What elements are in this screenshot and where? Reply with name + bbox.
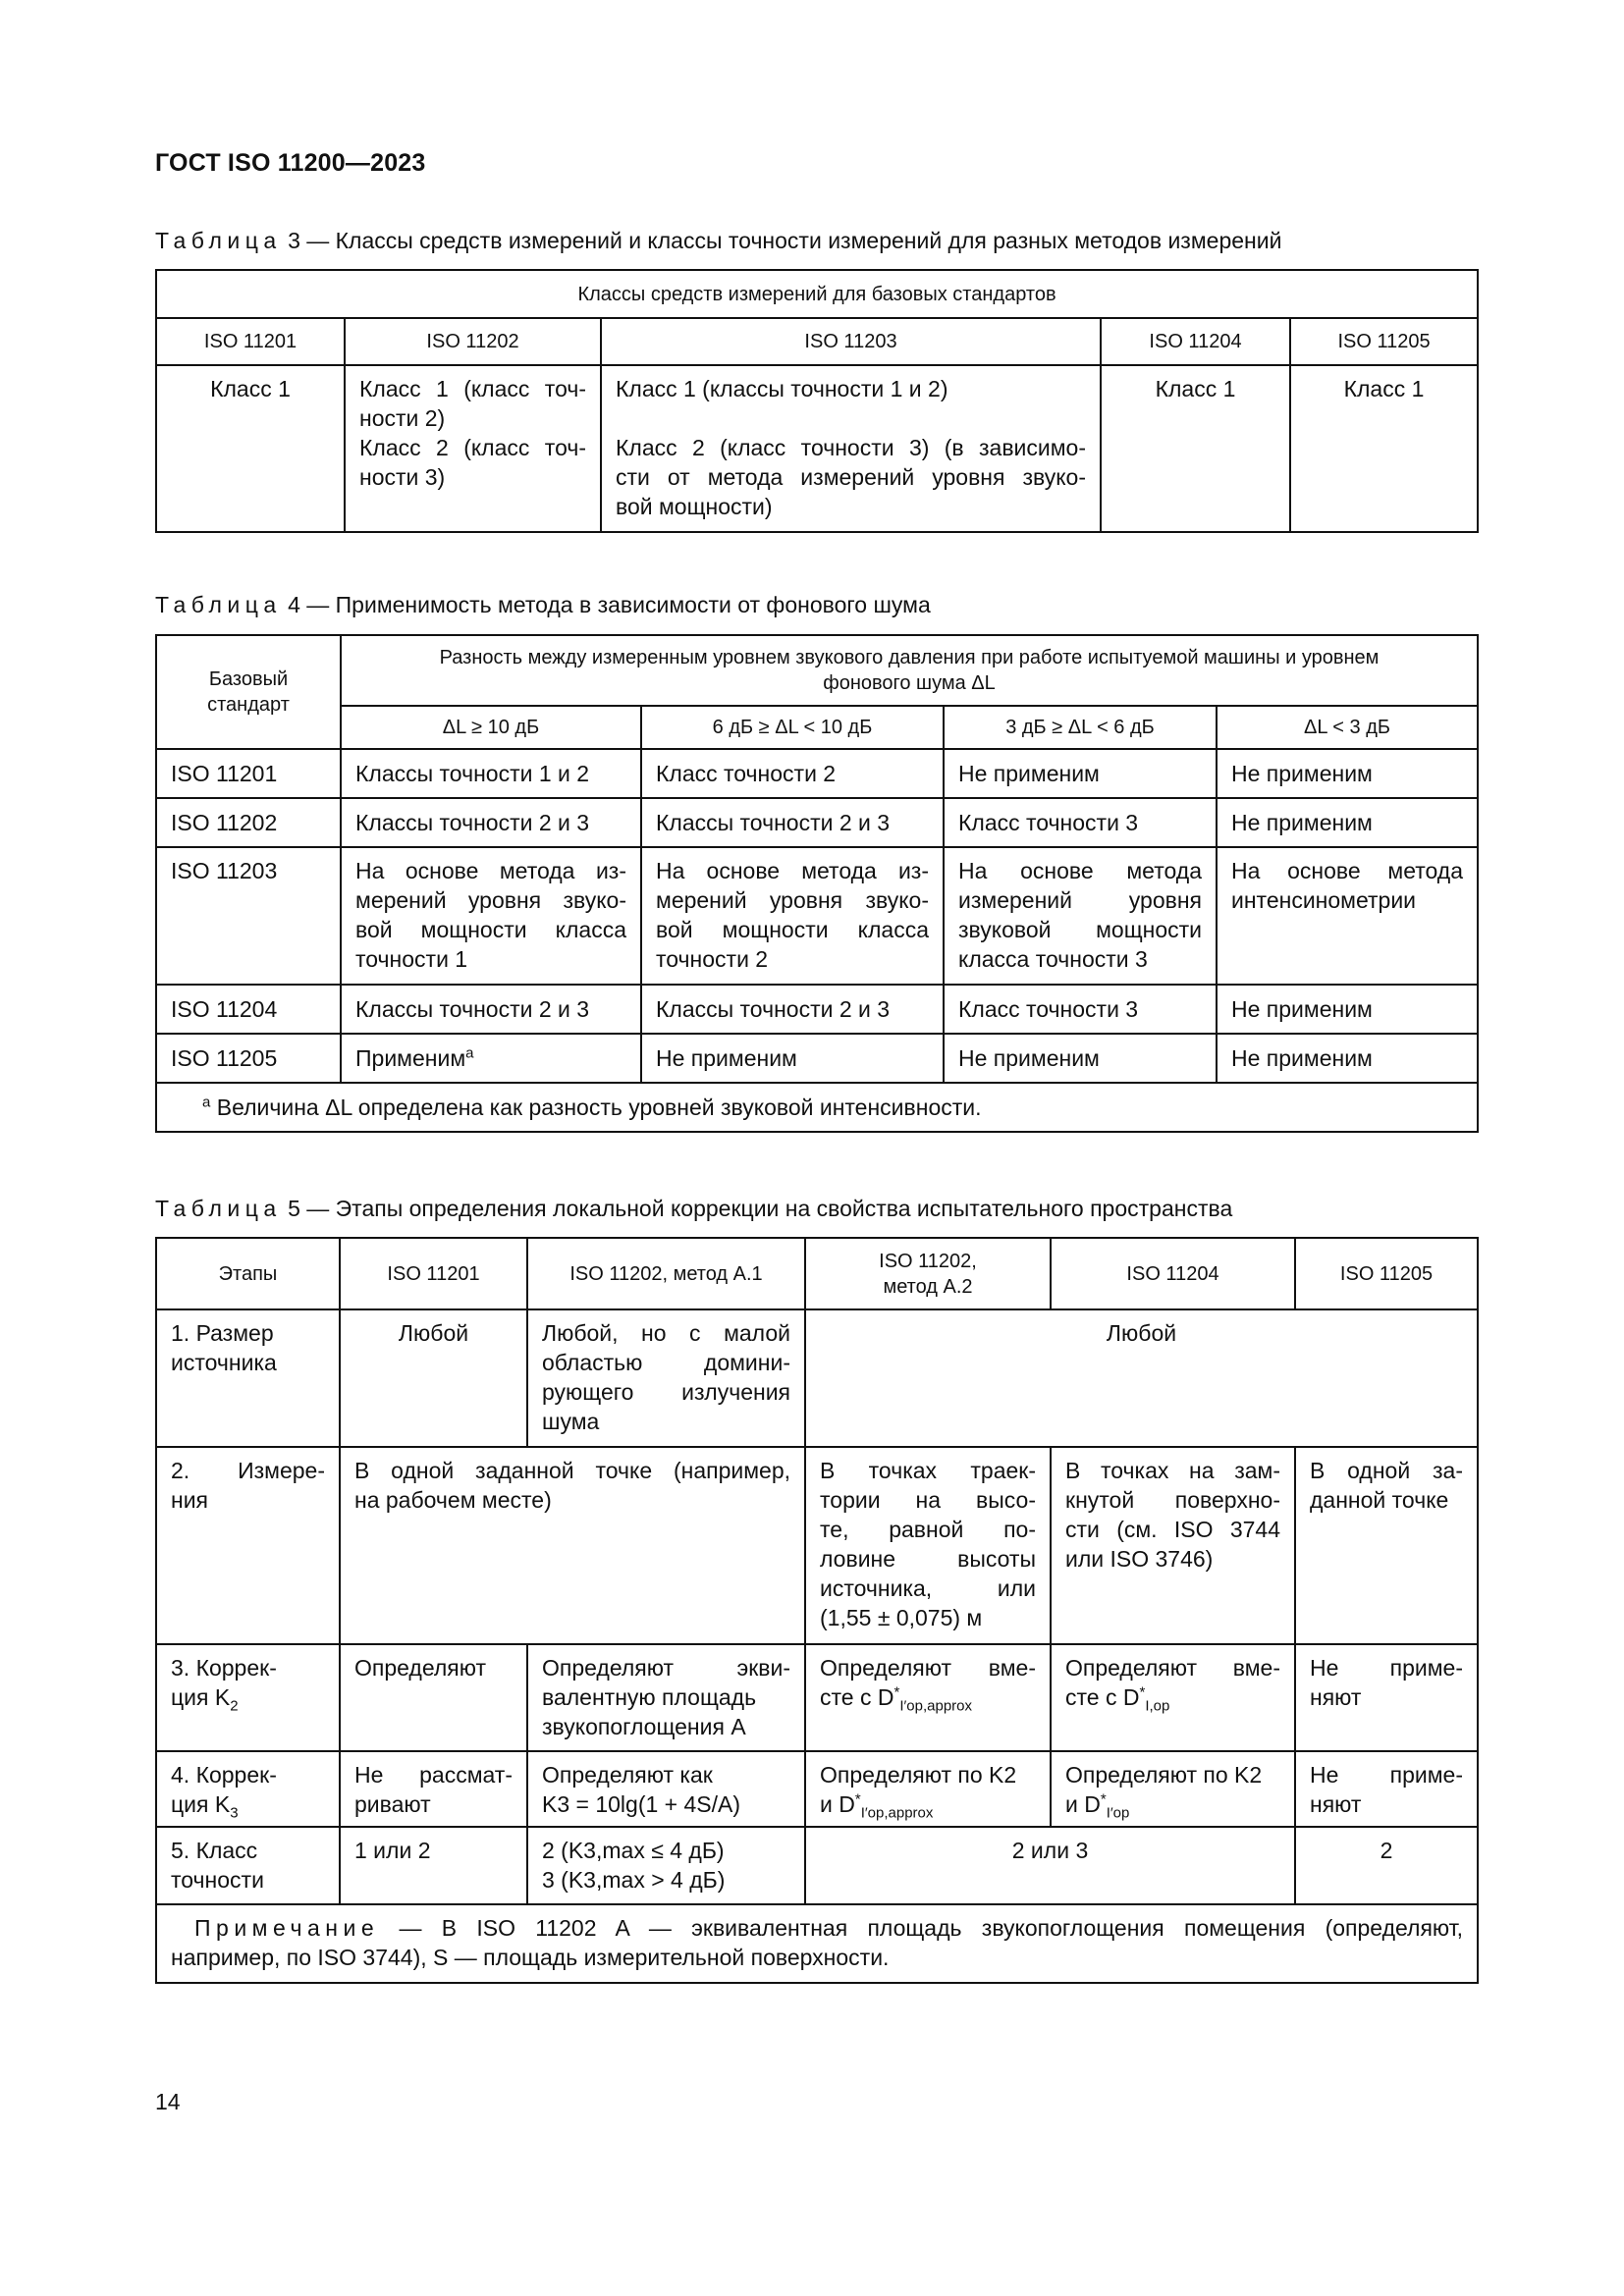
table5-cell: Определяют вме- сте с $D^*_{I'op,approx}$ xyxy=(805,1644,1051,1751)
table4-cell: Класс точности 3 xyxy=(944,798,1217,847)
table4-range-header: 3 дБ ≥ ΔL < 6 дБ xyxy=(944,706,1217,749)
table5 xyxy=(155,1237,1479,1984)
table5-stage: 3. Коррек- ция $K_2$ xyxy=(156,1644,340,1751)
table3-cell: Класс 1 xyxy=(1101,365,1290,532)
table3-col-header: ISO 11204 xyxy=(1101,318,1290,365)
table3-group-header: Классы средств измерений для базовых стандартов xyxy=(156,270,1478,318)
table5-cell: 2 xyxy=(1295,1827,1478,1904)
table4-range-header: ΔL < 3 дБ xyxy=(1217,706,1478,749)
table5-col-header: ISO 11202, метод A.2 xyxy=(805,1238,1051,1309)
table4-cell: Не применим xyxy=(641,1034,944,1083)
table5-cell: Не приме- няют xyxy=(1295,1751,1478,1827)
table4-cell: Классы точности 2 и 3 xyxy=(341,985,641,1034)
table4-cell: Применим$^a$ xyxy=(341,1034,641,1083)
table5-cell: 1 или 2 xyxy=(340,1827,527,1904)
table5-cell: Любой xyxy=(805,1309,1478,1447)
document-header: ГОСТ ISO 11200—2023 xyxy=(155,149,426,177)
table3-caption-text: 3 — Классы средств измерений и классы точности измерений для разных методов измерений xyxy=(288,228,1282,253)
table3-col-header: ISO 11201 xyxy=(156,318,345,365)
table5-col-header: ISO 11204 xyxy=(1051,1238,1295,1309)
table5-note: Примечание — В ISO 11202 A — эквивалентная площадь звукопоглощения помещения (определяют, например, по ISO 3744), S — площадь измерительной поверхности. xyxy=(156,1904,1478,1983)
table4-range-header: ΔL ≥ 10 дБ xyxy=(341,706,641,749)
table3-cell: Класс 1 xyxy=(1290,365,1478,532)
table5-cell: Любой xyxy=(340,1309,527,1447)
table4-caption xyxy=(155,592,931,618)
table5-cell: Любой, но с малой областью домини- рующего излучения шума xyxy=(527,1309,805,1447)
table4-row-std: ISO 11204 xyxy=(156,985,341,1034)
table5-stage: 4. Коррек- ция $K_3$ xyxy=(156,1751,340,1827)
table5-cell: В точках траек- тории на высо- те, равной по- ловине высоты источника, или (1,55 ± 0,075) м xyxy=(805,1447,1051,1644)
table4-cell: На основе метода интенсинометрии xyxy=(1217,847,1478,985)
table5-cell: В точках на зам- кнутой поверхно- сти (см. ISO 3744 или ISO 3746) xyxy=(1051,1447,1295,1644)
table5-cell: Определяют по K2 и $D^*_{I'op,approx}$ xyxy=(805,1751,1051,1827)
table5-stage: 2. Измере- ния xyxy=(156,1447,340,1644)
table4-diff-header: Разность между измеренным уровнем звукового давления при работе испытуемой машины и уровнем фонового шума ΔL xyxy=(341,635,1478,706)
page-number: 14 xyxy=(155,2089,181,2114)
table5-cell: В одной заданной точке (например, на рабочем месте) xyxy=(340,1447,805,1644)
table4-cell: Классы точности 2 и 3 xyxy=(641,985,944,1034)
table5-caption-text: 5 — Этапы определения локальной коррекции на свойства испытательного пространства xyxy=(288,1196,1233,1221)
table3-cell: Класс 1 (классы точности 1 и 2) Класс 2 (класс точности 3) (в зависимо- сти от метода измерений уровня звуко- вой мощности) xyxy=(601,365,1101,532)
table5-caption-label: Таблица xyxy=(155,1196,282,1221)
table3-col-header: ISO 11205 xyxy=(1290,318,1478,365)
table4-cell: Не применим xyxy=(1217,749,1478,798)
table4-row-std: ISO 11203 xyxy=(156,847,341,985)
table4-cell: На основе метода из- мерений уровня звуко- вой мощности класса точности 1 xyxy=(341,847,641,985)
table5-cell: Не приме- няют xyxy=(1295,1644,1478,1751)
table5-cell: В одной за- данной точке xyxy=(1295,1447,1478,1644)
table4-base-header: Базовый стандарт xyxy=(156,635,341,749)
table4-row-std: ISO 11201 xyxy=(156,749,341,798)
table3-caption xyxy=(155,228,1281,254)
table5-cell: Определяют как K3 = 10lg(1 + 4S/A) xyxy=(527,1751,805,1827)
table4 xyxy=(155,634,1479,1133)
table4-cell: Классы точности 2 и 3 xyxy=(341,798,641,847)
table4-row-std: ISO 11202 xyxy=(156,798,341,847)
table4-cell: Не применим xyxy=(1217,1034,1478,1083)
table5-stage: 1. Размер источника xyxy=(156,1309,340,1447)
table4-cell: На основе метода из- мерений уровня звуко- вой мощности класса точности 2 xyxy=(641,847,944,985)
table5-col-header: ISO 11202, метод A.1 xyxy=(527,1238,805,1309)
table4-caption-text: 4 — Применимость метода в зависимости от фонового шума xyxy=(288,592,931,617)
table4-cell: Не применим xyxy=(944,749,1217,798)
table4-range-header: 6 дБ ≥ ΔL < 10 дБ xyxy=(641,706,944,749)
table5-cell: 2 или 3 xyxy=(805,1827,1295,1904)
table5-cell: 2 (K3,max ≤ 4 дБ) 3 (K3,max > 4 дБ) xyxy=(527,1827,805,1904)
table3-col-header: ISO 11202 xyxy=(345,318,601,365)
table5-cell: Не рассмат- ривают xyxy=(340,1751,527,1827)
table5-stage: 5. Класс точности xyxy=(156,1827,340,1904)
table3-col-header: ISO 11203 xyxy=(601,318,1101,365)
table4-cell: Классы точности 2 и 3 xyxy=(641,798,944,847)
table4-footnote: $^a$ Величина ΔL определена как разность уровней звуковой интенсивности. xyxy=(156,1083,1478,1132)
table4-cell: Не применим xyxy=(1217,985,1478,1034)
table5-col-header: ISO 11205 xyxy=(1295,1238,1478,1309)
table3-caption-label: Таблица xyxy=(155,228,282,253)
table4-row-std: ISO 11205 xyxy=(156,1034,341,1083)
table5-cell: Определяют вме- сте с $D^*_{I,op}$ xyxy=(1051,1644,1295,1751)
table5-cell: Определяют по K2 и $D^*_{I'op}$ xyxy=(1051,1751,1295,1827)
table5-col-header: ISO 11201 xyxy=(340,1238,527,1309)
table3-cell: Класс 1 xyxy=(156,365,345,532)
table4-cell: На основе метода измерений уровня звуковой мощности класса точности 3 xyxy=(944,847,1217,985)
table4-cell: Классы точности 1 и 2 xyxy=(341,749,641,798)
table3 xyxy=(155,269,1479,533)
table5-cell: Определяют xyxy=(340,1644,527,1751)
table5-cell: Определяют экви- валентную площадь звукопоглощения A xyxy=(527,1644,805,1751)
table3-cell: Класс 1 (класс точ- ности 2) Класс 2 (класс точ- ности 3) xyxy=(345,365,601,532)
table4-caption-label: Таблица xyxy=(155,592,282,617)
table4-cell: Не применим xyxy=(1217,798,1478,847)
table4-cell: Не применим xyxy=(944,1034,1217,1083)
table5-caption xyxy=(155,1196,1232,1222)
table4-cell: Класс точности 2 xyxy=(641,749,944,798)
table5-col-header: Этапы xyxy=(156,1238,340,1309)
table4-cell: Класс точности 3 xyxy=(944,985,1217,1034)
footnote-ref: a xyxy=(465,1044,474,1062)
